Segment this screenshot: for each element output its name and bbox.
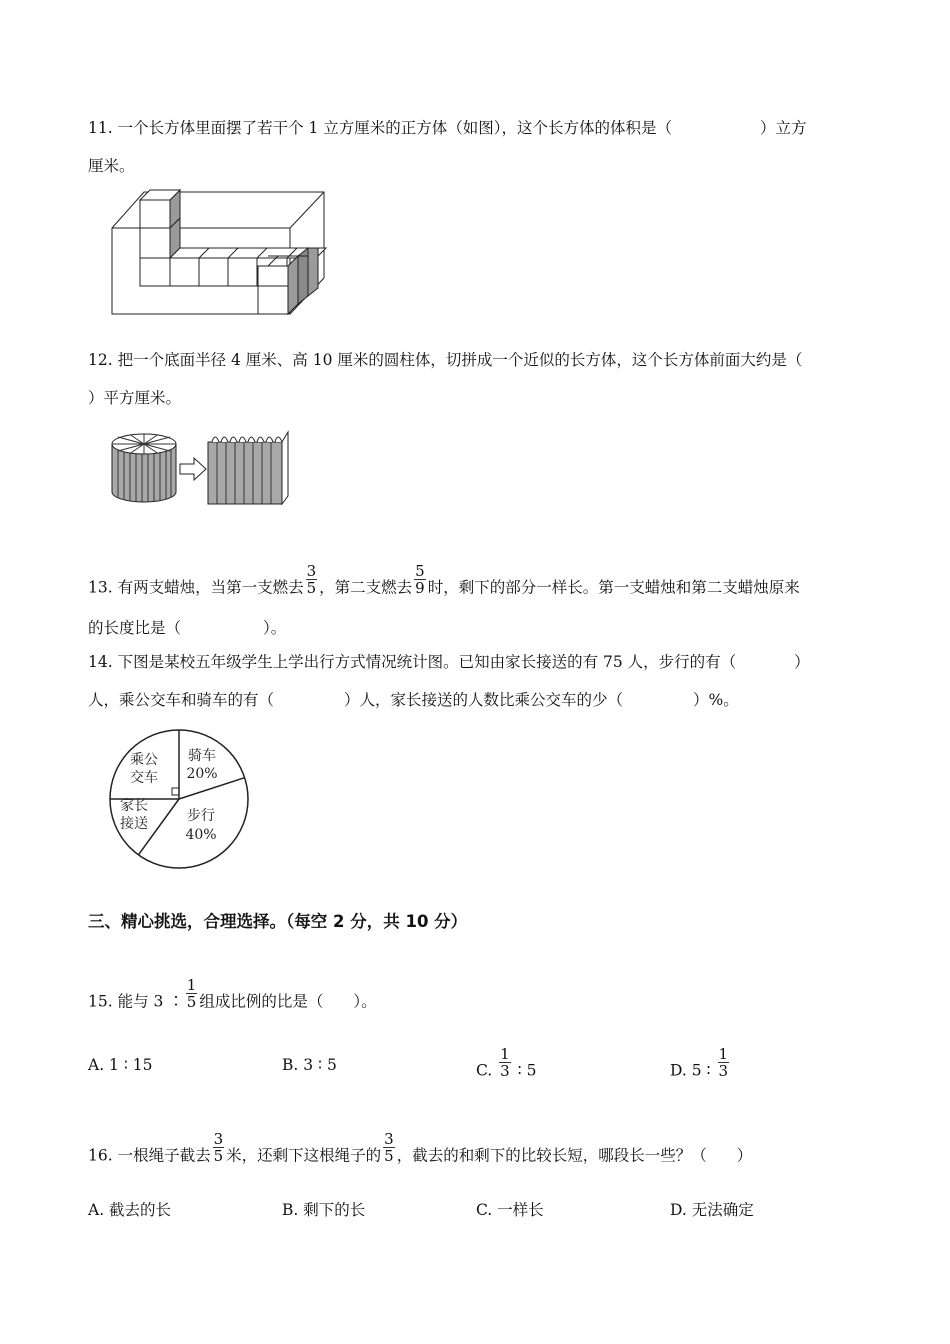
pie-label-walk-pct: 40% [185, 827, 217, 843]
q11-line2: 厘米。 [88, 157, 135, 175]
fraction-3-5: $\frac{3}{5}$ [306, 562, 317, 597]
q14-line1: 14. 下图是某校五年级学生上学出行方式情况统计图。已知由家长接送的有 75 人，步行的有（ ） [88, 653, 810, 671]
q16-option-b[interactable]: B. 剩下的长 [282, 1201, 366, 1219]
q15-option-c[interactable]: C. $\frac{1}{3}$ ∶ 5 [476, 1045, 537, 1080]
pie-label-walk: 步行 [187, 808, 215, 824]
cuboid-figure [108, 186, 330, 318]
q12-line1: 12. 把一个底面半径 4 厘米、高 10 厘米的圆柱体，切拼成一个近似的长方体，这个长方体前面大约是（ [88, 351, 803, 369]
q15-option-b[interactable]: B. 3 ∶ 5 [282, 1056, 337, 1074]
q16-question: 16. 一根绳子截去 $\frac{3}{5}$ 米，还剩下这根绳子的 $\frac{3}{5}$ ，截去的和剩下的比较长短，哪段长一些？（ ） [88, 1130, 753, 1165]
q11-line1: 11. 一个长方体里面摆了若干个 1 立方厘米的正方体（如图），这个长方体的体积是（ ）立方 [88, 119, 807, 137]
fraction-3-5-a: $\frac{3}{5}$ [213, 1130, 224, 1165]
section-3-title: 三、精心挑选，合理选择。（每空 2 分，共 10 分） [88, 912, 468, 931]
pie-label-bus2: 交车 [130, 770, 158, 786]
q16-option-c[interactable]: C. 一样长 [476, 1201, 544, 1219]
pie-label-bike: 骑车 [188, 748, 216, 764]
pie-label-parent2: 接送 [120, 816, 148, 832]
pie-label-parent1: 家长 [120, 798, 148, 814]
fraction-1-5: $\frac{1}{5}$ [186, 976, 197, 1011]
q13-line2: 的长度比是（ ）。 [88, 619, 287, 637]
q15-option-d[interactable]: D. 5 ∶ $\frac{1}{3}$ [670, 1045, 729, 1080]
q13-line1: 13. 有两支蜡烛，当第一支燃去 $\frac{3}{5}$ ，第二支燃去 $\frac{5}{9}$ 时，剩下的部分一样长。第一支蜡烛和第二支蜡烛原来 [88, 562, 800, 597]
fraction-3-5-b: $\frac{3}{5}$ [384, 1130, 394, 1165]
q12-line2: ）平方厘米。 [88, 389, 182, 407]
pie-label-bike-pct: 20% [186, 766, 218, 782]
q15-option-a[interactable]: A. 1 ∶ 15 [88, 1056, 153, 1074]
cylinder-to-cuboid-figure [108, 428, 296, 506]
travel-mode-pie-chart [106, 726, 252, 872]
fraction-5-9: $\frac{5}{9}$ [415, 562, 425, 597]
pie-label-bus1: 乘公 [130, 752, 158, 768]
q16-option-a[interactable]: A. 截去的长 [88, 1201, 172, 1219]
q16-option-d[interactable]: D. 无法确定 [670, 1201, 754, 1219]
q15-question: 15. 能与 3 ∶ $\frac{1}{5}$ 组成比例的比是（ ）。 [88, 976, 377, 1011]
q14-line2: 人，乘公交车和骑车的有（ ）人，家长接送的人数比乘公交车的少（ ）%。 [88, 691, 739, 709]
